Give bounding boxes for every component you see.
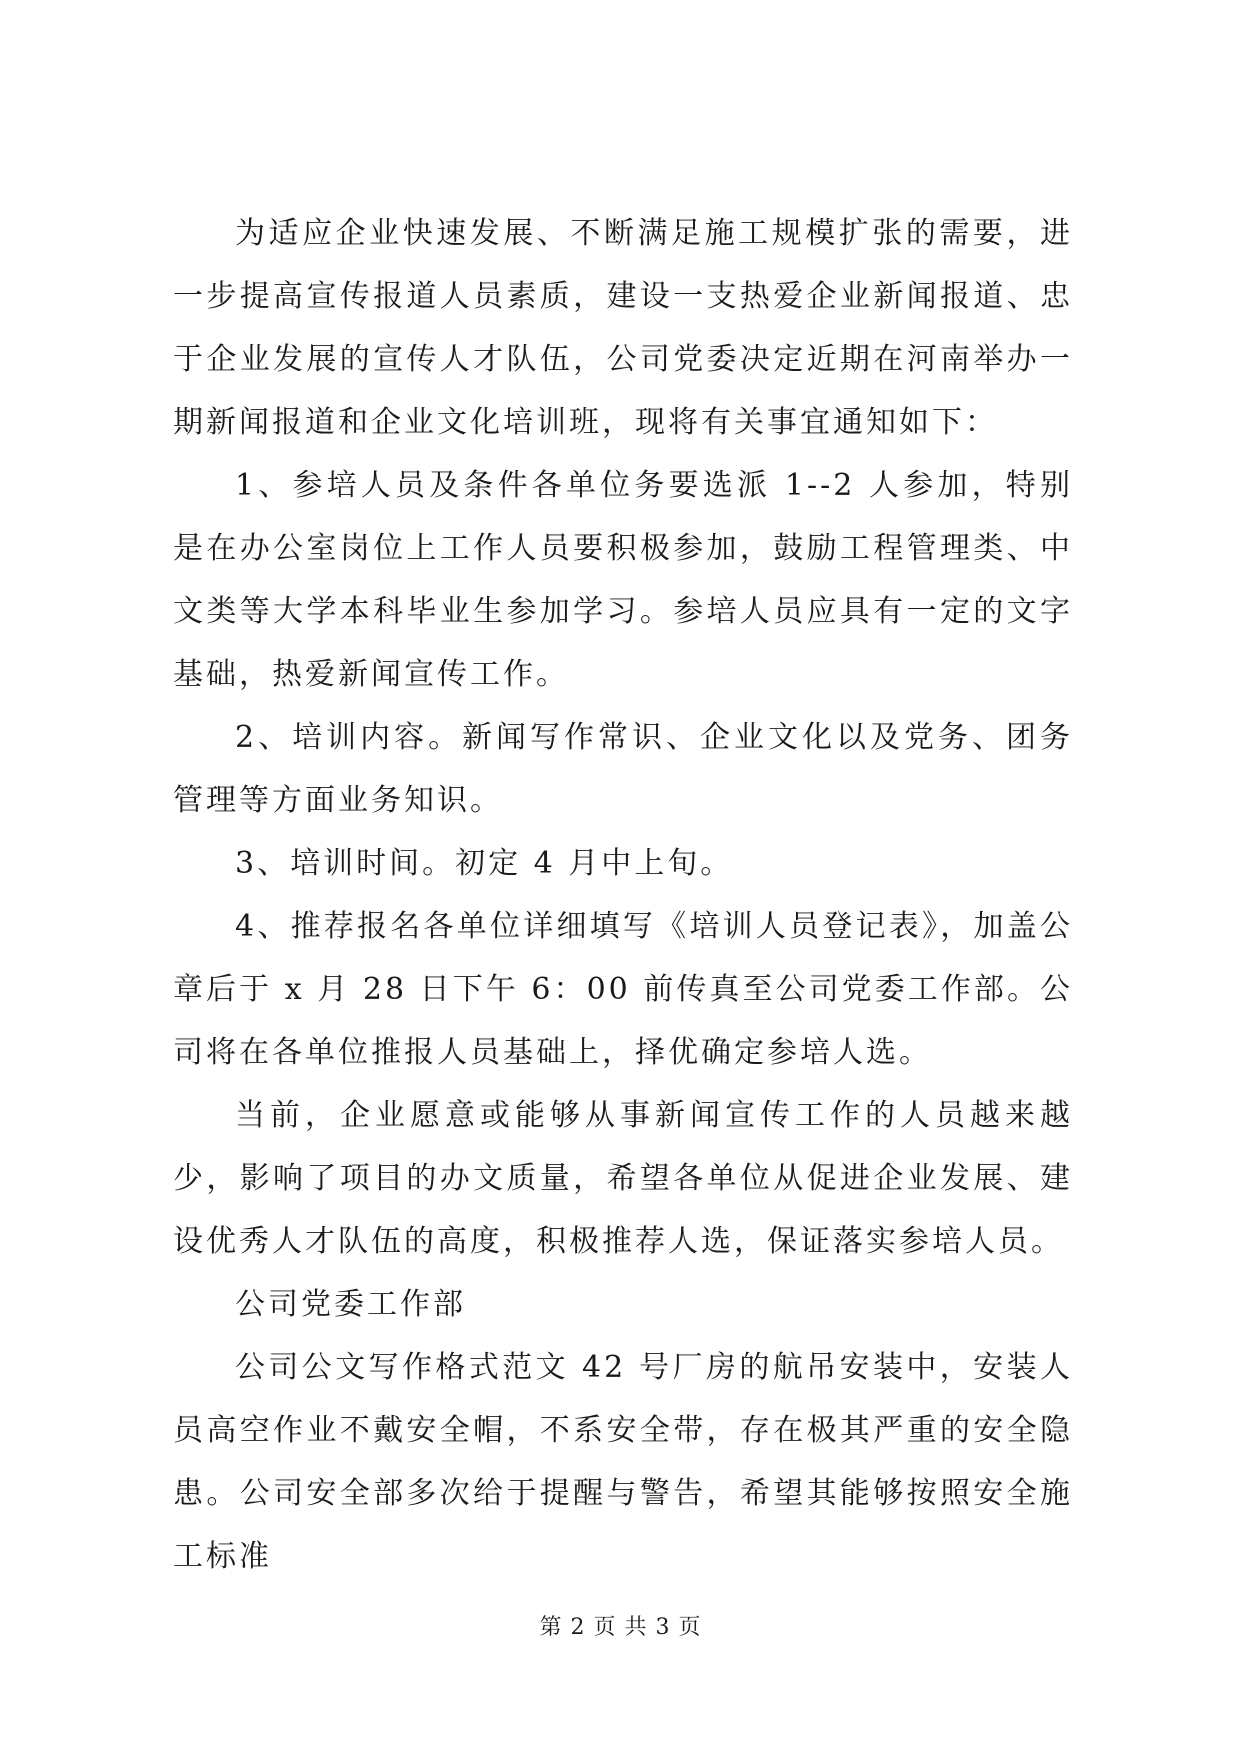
paragraph-signature: 公司党委工作部 (235, 1287, 466, 1322)
paragraph-item-3: 3、培训时间。初定 4 月中上旬。 (235, 846, 734, 881)
paragraph-closing: 当前，企业愿意或能够从事新闻宣传工作的人员越来越少，影响了项目的办文质量，希望各单位从促进企业发展、建设优秀人才队伍的高度，积极推荐人选，保证落实参培人员。 (173, 1098, 1073, 1259)
paragraph-item-1: 1、参培人员及条件各单位务要选派 1--2 人参加，特别是在办公室岗位上工作人员要积极参加，鼓励工程管理类、中文类等大学本科毕业生参加学习。参培人员应具有一定的文字基础，热爱新闻宣传工作。 (173, 468, 1073, 692)
paragraph-item-2: 2、培训内容。新闻写作常识、企业文化以及党务、团务管理等方面业务知识。 (173, 720, 1073, 818)
document-body (173, 202, 1073, 1588)
page-number: 第 2 页 共 3 页 (539, 1615, 702, 1640)
paragraph-item-4: 4、推荐报名各单位详细填写《培训人员登记表》，加盖公章后于 x 月 28 日下午 6：00 前传真至公司党委工作部。公司将在各单位推报人员基础上，择优确定参培人选。 (173, 909, 1073, 1070)
paragraph-next-article: 公司公文写作格式范文 42 号厂房的航吊安装中，安装人员高空作业不戴安全帽，不系安全带，存在极其严重的安全隐患。公司安全部多次给于提醒与警告，希望其能够按照安全施工标准 (173, 1350, 1073, 1574)
paragraph-intro: 为适应企业快速发展、不断满足施工规模扩张的需要，进一步提高宣传报道人员素质，建设一支热爱企业新闻报道、忠于企业发展的宣传人才队伍，公司党委决定近期在河南举办一期新闻报道和企业文化培训班，现将有关事宜通知如下： (173, 216, 1073, 440)
